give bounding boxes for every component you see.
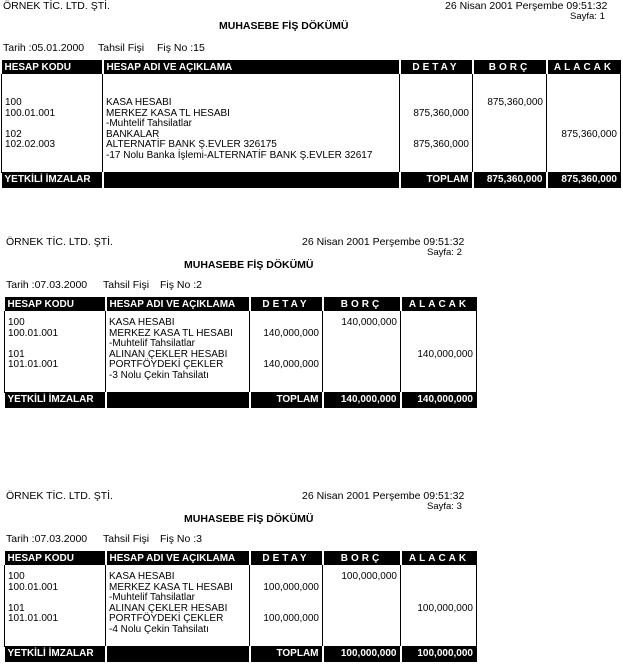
borc-line: 100,000,000 bbox=[341, 571, 397, 582]
print-datetime: 26 Nisan 2001 Perşembe 09:51:32 bbox=[302, 490, 465, 502]
ad-line: -Muhtelif Tahsilatlar bbox=[109, 592, 195, 603]
detay-line bbox=[403, 119, 469, 130]
ad-line: ALINAN ÇEKLER HESABI bbox=[109, 348, 228, 360]
col-alacak: ALACAK bbox=[401, 551, 477, 565]
cell-alacak bbox=[401, 311, 477, 393]
kod-line: 100 bbox=[8, 571, 25, 582]
total-alacak: 100,000,000 bbox=[401, 647, 477, 663]
alacak-line bbox=[404, 339, 473, 350]
alacak-line bbox=[404, 593, 473, 604]
table-footer-row bbox=[5, 393, 477, 409]
voucher-date: Tarih :07.03.2000 bbox=[6, 533, 88, 545]
ad-line: -4 Nolu Çekin Tahsilatı bbox=[109, 623, 209, 635]
kod-line: 100.01.001 bbox=[5, 107, 56, 119]
detay-line bbox=[253, 593, 319, 604]
col-hesap-adi: HESAP ADI VE AÇIKLAMA bbox=[103, 60, 400, 74]
print-datetime: 26 Nisan 2001 Perşembe 09:51:32 bbox=[445, 0, 608, 12]
voucher-table bbox=[4, 551, 477, 662]
ad-line: KASA HESABI bbox=[109, 317, 175, 328]
kod-line bbox=[8, 625, 102, 636]
table-body bbox=[5, 311, 477, 393]
report-page-2 bbox=[0, 236, 623, 416]
ad-line: -3 Nolu Çekin Tahsilatı bbox=[109, 369, 209, 381]
total-alacak: 140,000,000 bbox=[401, 393, 477, 409]
kod-line bbox=[8, 593, 102, 604]
voucher-type: Tahsil Fişi bbox=[103, 533, 150, 545]
table-footer-row bbox=[2, 173, 621, 189]
company-name: ÖRNEK TİC. LTD. ŞTİ. bbox=[3, 0, 110, 12]
table-footer-row bbox=[5, 647, 477, 663]
voucher-type: Tahsil Fişi bbox=[103, 279, 150, 291]
col-hesap-adi: HESAP ADI VE AÇIKLAMA bbox=[106, 297, 250, 311]
page-number: Sayfa: 1 bbox=[570, 11, 605, 22]
ad-line: MERKEZ KASA TL HESABI bbox=[109, 327, 233, 339]
detay-line bbox=[253, 318, 319, 329]
voucher-date: Tarih :07.03.2000 bbox=[6, 279, 88, 291]
detay-line bbox=[403, 151, 469, 162]
report-title: MUHASEBE FİŞ DÖKÜMÜ bbox=[219, 20, 349, 32]
borc-line: 875,360,000 bbox=[487, 97, 543, 108]
kod-line: 101.01.001 bbox=[8, 613, 59, 624]
ad-line: -Muhtelif Tahsilatlar bbox=[109, 338, 195, 349]
ad-line: -17 Nolu Banka İşlemi-ALTERNATİF BANK Ş.EVLER 32617 bbox=[106, 149, 373, 161]
ad-line: KASA HESABI bbox=[109, 571, 175, 582]
cell-borc bbox=[473, 74, 547, 173]
report-title: MUHASEBE FİŞ DÖKÜMÜ bbox=[184, 513, 314, 525]
cell-detay bbox=[250, 311, 323, 393]
ad-line: ALTERNATİF BANK Ş.EVLER 326175 bbox=[106, 139, 277, 150]
voucher-type: Tahsil Fişi bbox=[98, 42, 145, 54]
col-alacak: ALACAK bbox=[401, 297, 477, 311]
company-name: ÖRNEK TİC. LTD. ŞTİ. bbox=[6, 236, 113, 248]
total-label: TOPLAM bbox=[400, 173, 473, 189]
footer-blank bbox=[106, 393, 250, 409]
alacak-line: 100,000,000 bbox=[417, 602, 473, 614]
table-header-row bbox=[5, 551, 477, 565]
alacak-line bbox=[550, 98, 617, 109]
page-number: Sayfa: 2 bbox=[427, 247, 462, 258]
cell-aciklama bbox=[103, 74, 400, 173]
print-datetime: 26 Nisan 2001 Perşembe 09:51:32 bbox=[302, 236, 465, 248]
borc-line: 140,000,000 bbox=[341, 317, 397, 328]
page-number: Sayfa: 3 bbox=[427, 501, 462, 512]
signature-label: YETKİLİ İMZALAR bbox=[5, 393, 106, 409]
table-body bbox=[5, 565, 477, 647]
ad-line: KASA HESABI bbox=[106, 97, 172, 108]
kod-line bbox=[8, 339, 102, 350]
table-header-row bbox=[5, 297, 477, 311]
detay-line: 875,360,000 bbox=[413, 107, 469, 119]
detay-line: 140,000,000 bbox=[263, 327, 319, 339]
alacak-line bbox=[404, 329, 473, 340]
col-borc: BORÇ bbox=[473, 60, 547, 74]
cell-borc bbox=[323, 565, 401, 647]
ad-line: -Muhtelif Tahsilatlar bbox=[106, 118, 192, 129]
report-title: MUHASEBE FİŞ DÖKÜMÜ bbox=[184, 259, 314, 271]
voucher-number: Fiş No :15 bbox=[157, 42, 205, 54]
total-borc: 100,000,000 bbox=[323, 647, 401, 663]
total-label: TOPLAM bbox=[250, 647, 323, 663]
ad-line: PORTFÖYDEKİ ÇEKLER bbox=[109, 359, 224, 370]
voucher-number: Fiş No :3 bbox=[160, 533, 203, 545]
col-detay: DETAY bbox=[400, 60, 473, 74]
total-borc: 140,000,000 bbox=[323, 393, 401, 409]
detay-line bbox=[253, 572, 319, 583]
table-body bbox=[2, 74, 621, 173]
col-borc: BORÇ bbox=[323, 297, 401, 311]
cell-aciklama bbox=[106, 565, 250, 647]
detay-line bbox=[403, 98, 469, 109]
col-hesap-kodu: HESAP KODU bbox=[5, 551, 106, 565]
kod-line bbox=[5, 119, 99, 130]
kod-line: 101.01.001 bbox=[8, 359, 59, 370]
kod-line: 102 bbox=[5, 128, 22, 140]
col-hesap-kodu: HESAP KODU bbox=[2, 60, 103, 74]
voucher-date: Tarih :05.01.2000 bbox=[3, 42, 85, 54]
col-hesap-kodu: HESAP KODU bbox=[5, 297, 106, 311]
col-detay: DETAY bbox=[250, 551, 323, 565]
cell-borc bbox=[323, 311, 401, 393]
kod-line: 100.01.001 bbox=[8, 581, 59, 593]
report-page-1 bbox=[0, 0, 623, 186]
ad-line: ALINAN ÇEKLER HESABI bbox=[109, 602, 228, 614]
signature-label: YETKİLİ İMZALAR bbox=[2, 173, 103, 189]
detay-line: 100,000,000 bbox=[263, 613, 319, 624]
total-borc: 875,360,000 bbox=[473, 173, 547, 189]
company-name: ÖRNEK TİC. LTD. ŞTİ. bbox=[6, 490, 113, 502]
detay-line bbox=[253, 625, 319, 636]
voucher-table bbox=[1, 60, 621, 188]
cell-kod bbox=[5, 311, 106, 393]
detay-line: 100,000,000 bbox=[263, 581, 319, 593]
alacak-line: 140,000,000 bbox=[417, 348, 473, 360]
cell-kod bbox=[5, 565, 106, 647]
voucher-table bbox=[4, 297, 477, 408]
cell-aciklama bbox=[106, 311, 250, 393]
kod-line bbox=[8, 371, 102, 382]
cell-detay bbox=[250, 565, 323, 647]
kod-line: 101 bbox=[8, 602, 25, 614]
total-label: TOPLAM bbox=[250, 393, 323, 409]
col-borc: BORÇ bbox=[323, 551, 401, 565]
cell-kod bbox=[2, 74, 103, 173]
alacak-line bbox=[550, 109, 617, 120]
alacak-line: 875,360,000 bbox=[561, 128, 617, 140]
table-header-row bbox=[2, 60, 621, 74]
alacak-line bbox=[404, 572, 473, 583]
ad-line: PORTFÖYDEKİ ÇEKLER bbox=[109, 613, 224, 624]
voucher-number: Fiş No :2 bbox=[160, 279, 203, 291]
ad-line: MERKEZ KASA TL HESABI bbox=[106, 107, 230, 119]
detay-line: 875,360,000 bbox=[413, 139, 469, 150]
footer-blank bbox=[103, 173, 400, 189]
detay-line: 140,000,000 bbox=[263, 359, 319, 370]
kod-line: 100.01.001 bbox=[8, 327, 59, 339]
alacak-line bbox=[404, 583, 473, 594]
col-alacak: ALACAK bbox=[547, 60, 621, 74]
signature-label: YETKİLİ İMZALAR bbox=[5, 647, 106, 663]
ad-line: MERKEZ KASA TL HESABI bbox=[109, 581, 233, 593]
alacak-line bbox=[404, 318, 473, 329]
col-hesap-adi: HESAP ADI VE AÇIKLAMA bbox=[106, 551, 250, 565]
col-detay: DETAY bbox=[250, 297, 323, 311]
kod-line: 102.02.003 bbox=[5, 139, 56, 150]
cell-alacak bbox=[547, 74, 621, 173]
footer-blank bbox=[106, 647, 250, 663]
detay-line bbox=[253, 339, 319, 350]
kod-line: 100 bbox=[8, 317, 25, 328]
total-alacak: 875,360,000 bbox=[547, 173, 621, 189]
cell-alacak bbox=[401, 565, 477, 647]
cell-detay bbox=[400, 74, 473, 173]
ad-line: BANKALAR bbox=[106, 128, 160, 140]
report-page-3 bbox=[0, 490, 623, 664]
kod-line: 100 bbox=[5, 97, 22, 108]
alacak-line bbox=[550, 119, 617, 130]
detay-line bbox=[253, 371, 319, 382]
kod-line bbox=[5, 151, 99, 162]
kod-line: 101 bbox=[8, 348, 25, 360]
